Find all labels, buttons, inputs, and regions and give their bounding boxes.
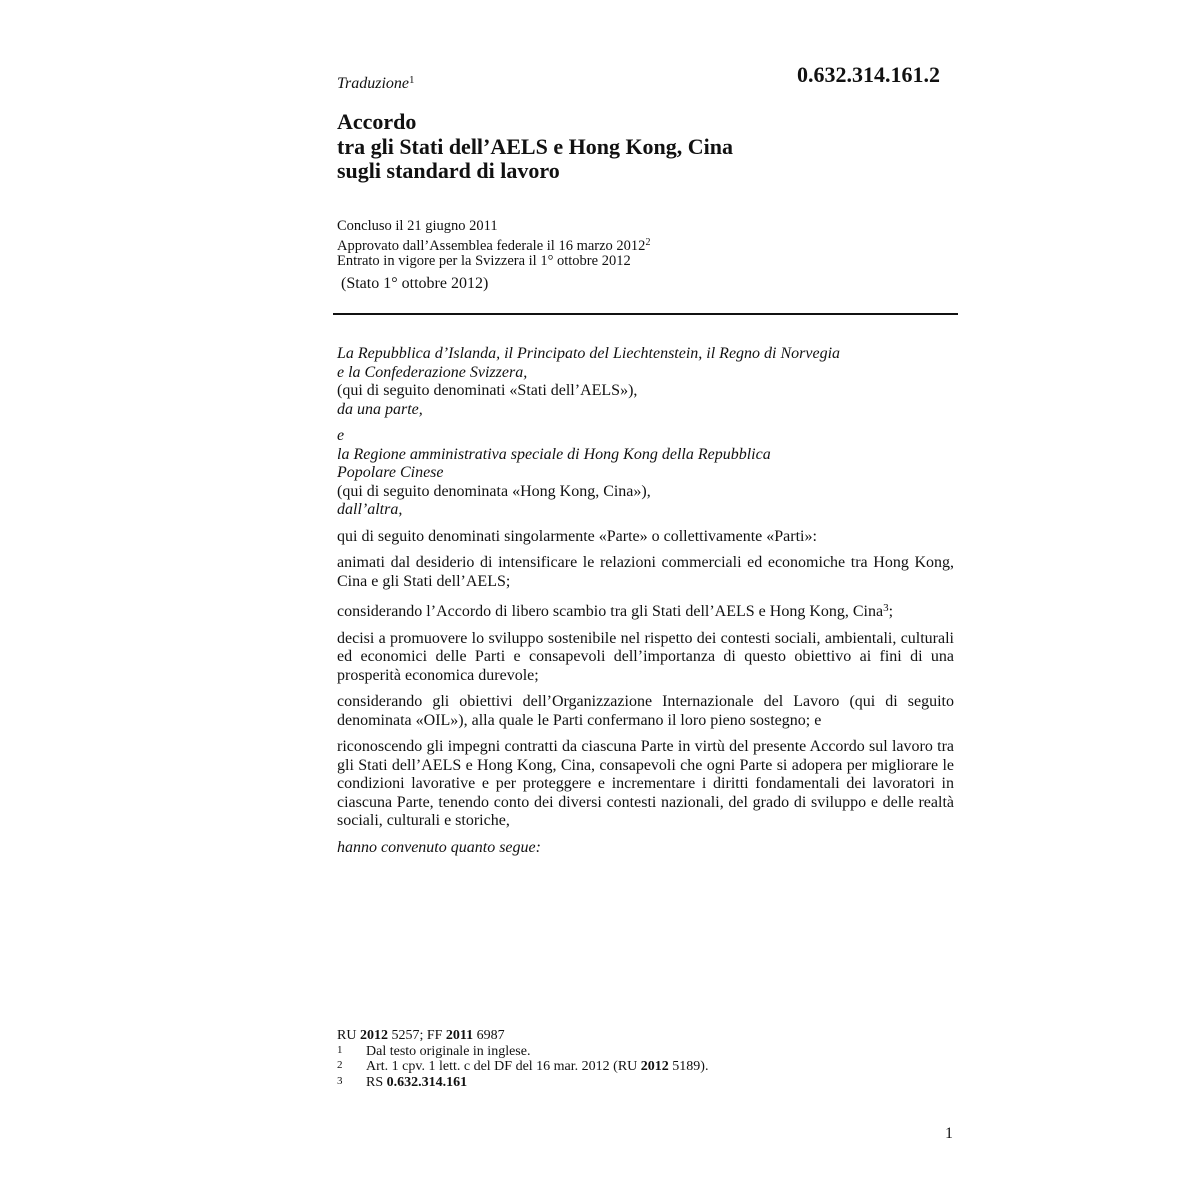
party-b-line-1: la Regione amministrativa speciale di Hong Kong della Repubblica bbox=[337, 445, 771, 463]
footnote-number: 2 bbox=[337, 1059, 343, 1071]
footnote-ref-2[interactable]: 2 bbox=[645, 236, 651, 248]
footnote-2-text-a: Art. 1 cpv. 1 lett. c del DF del 16 mar. 2012 (RU bbox=[366, 1059, 641, 1074]
title-line-1: Accordo bbox=[337, 109, 417, 134]
ru-page: 5257; FF bbox=[387, 1028, 446, 1043]
closing-text: hanno convenuto quanto segue: bbox=[337, 838, 541, 856]
conjunction bbox=[337, 427, 954, 446]
conjunction-text: e bbox=[337, 427, 345, 444]
recital-3: decisi a promuovere lo sviluppo sostenibile nel rispetto dei contesti sociali, ambientali, culturali ed economici delle Parti e consapevoli dell’importanza di questo obiettivo ai fini di una prosperità economica durevole; bbox=[337, 629, 954, 684]
ff-year: 2011 bbox=[445, 1028, 474, 1043]
party-a-line-1: La Repubblica d’Islanda, il Principato del Liechtenstein, il Regno di Norvegia bbox=[337, 345, 841, 362]
document-metadata bbox=[337, 219, 650, 270]
party-a-line-2: e la Confederazione Svizzera, bbox=[337, 363, 528, 381]
footnote-ref-1[interactable]: 1 bbox=[409, 74, 415, 86]
header-divider bbox=[333, 313, 958, 315]
recital-2-end: ; bbox=[888, 603, 894, 620]
footnote-2-bold: 2012 bbox=[640, 1059, 669, 1074]
footnote-text bbox=[366, 1075, 467, 1091]
party-b bbox=[337, 446, 954, 520]
footnote-3-bold: 0.632.314.161 bbox=[386, 1074, 468, 1090]
footnote-2 bbox=[337, 1059, 708, 1075]
closing-formula bbox=[337, 839, 954, 858]
footnote-3-text-a: RS bbox=[366, 1074, 387, 1090]
sr-number: 0.632.314.161.2 bbox=[797, 62, 940, 87]
party-a-alias: (qui di seguito denominati «Stati dell’AELS»), bbox=[337, 382, 638, 399]
page-number: 1 bbox=[945, 1125, 953, 1142]
party-a-side: da una parte, bbox=[337, 400, 423, 418]
footnote-2-text-b: 5189). bbox=[668, 1059, 709, 1074]
party-b-line-2: Popolare Cinese bbox=[337, 464, 444, 481]
document-title bbox=[337, 110, 733, 184]
recital-2-text: considerando l’Accordo di libero scambio tra gli Stati dell’AELS e Hong Kong, Cina bbox=[337, 603, 884, 620]
footnote-number: 1 bbox=[337, 1043, 343, 1056]
title-line-3: sugli standard di lavoro bbox=[337, 158, 560, 183]
footnotes bbox=[337, 1028, 708, 1090]
translation-text: Traduzione bbox=[337, 75, 410, 92]
translation-label bbox=[337, 74, 415, 93]
concluded-date: Concluso il 21 giugno 2011 bbox=[337, 218, 498, 234]
ff-page: 6987 bbox=[473, 1028, 505, 1043]
approved-text: Approvato dall’Assemblea federale il 16 marzo 2012 bbox=[337, 237, 646, 254]
footnote-text bbox=[366, 1059, 708, 1075]
footnote-text: Dal testo originale in inglese. bbox=[366, 1043, 531, 1059]
party-b-side: dall’altra, bbox=[337, 501, 403, 518]
preamble bbox=[337, 345, 954, 857]
footnote-ref-3[interactable]: 3 bbox=[883, 602, 889, 614]
ru-prefix: RU bbox=[337, 1028, 360, 1043]
footnote-1 bbox=[337, 1044, 708, 1060]
status-date: (Stato 1° ottobre 2012) bbox=[341, 275, 489, 292]
party-a bbox=[337, 345, 954, 419]
approved-date bbox=[337, 235, 650, 255]
ru-year: 2012 bbox=[359, 1028, 388, 1043]
recital-1: animati dal desiderio di intensificare le relazioni commerciali ed economiche tra Hong Kong, Cina e gli Stati dell’AELS; bbox=[337, 554, 954, 590]
footnote-3 bbox=[337, 1075, 708, 1091]
recital-2 bbox=[337, 599, 954, 622]
in-force-date: Entrato in vigore per la Svizzera il 1° ottobre 2012 bbox=[337, 253, 631, 269]
collective-designation: qui di seguito denominati singolarmente «Parte» o collettivamente «Parti»: bbox=[337, 527, 817, 545]
recital-5: riconoscendo gli impegni contratti da ciascuna Parte in virtù del presente Accordo sul lavoro tra gli Stati dell’AELS e Hong Kong, Cina, consapevoli che ogni Parte si adopera per migliorare le condizioni lavorative e per proteggere e incrementare i diritti fondamentali dei lavoratori in ciascuna Parte, tenendo conto dei diversi contesti nazionali, del grado di sviluppo e delle realtà sociali, culturali e storiche, bbox=[337, 738, 954, 829]
recital-4: considerando gli obiettivi dell’Organizzazione Internazionale del Lavoro (qui di seguito denominata «OIL»), alla quale le Parti confermano il loro pieno sostegno; e bbox=[337, 693, 954, 729]
footnote-number: 3 bbox=[337, 1074, 343, 1087]
party-b-alias: (qui di seguito denominata «Hong Kong, Cina»), bbox=[337, 482, 651, 500]
publication-reference bbox=[337, 1028, 708, 1044]
title-line-2: tra gli Stati dell’AELS e Hong Kong, Cina bbox=[337, 133, 734, 159]
